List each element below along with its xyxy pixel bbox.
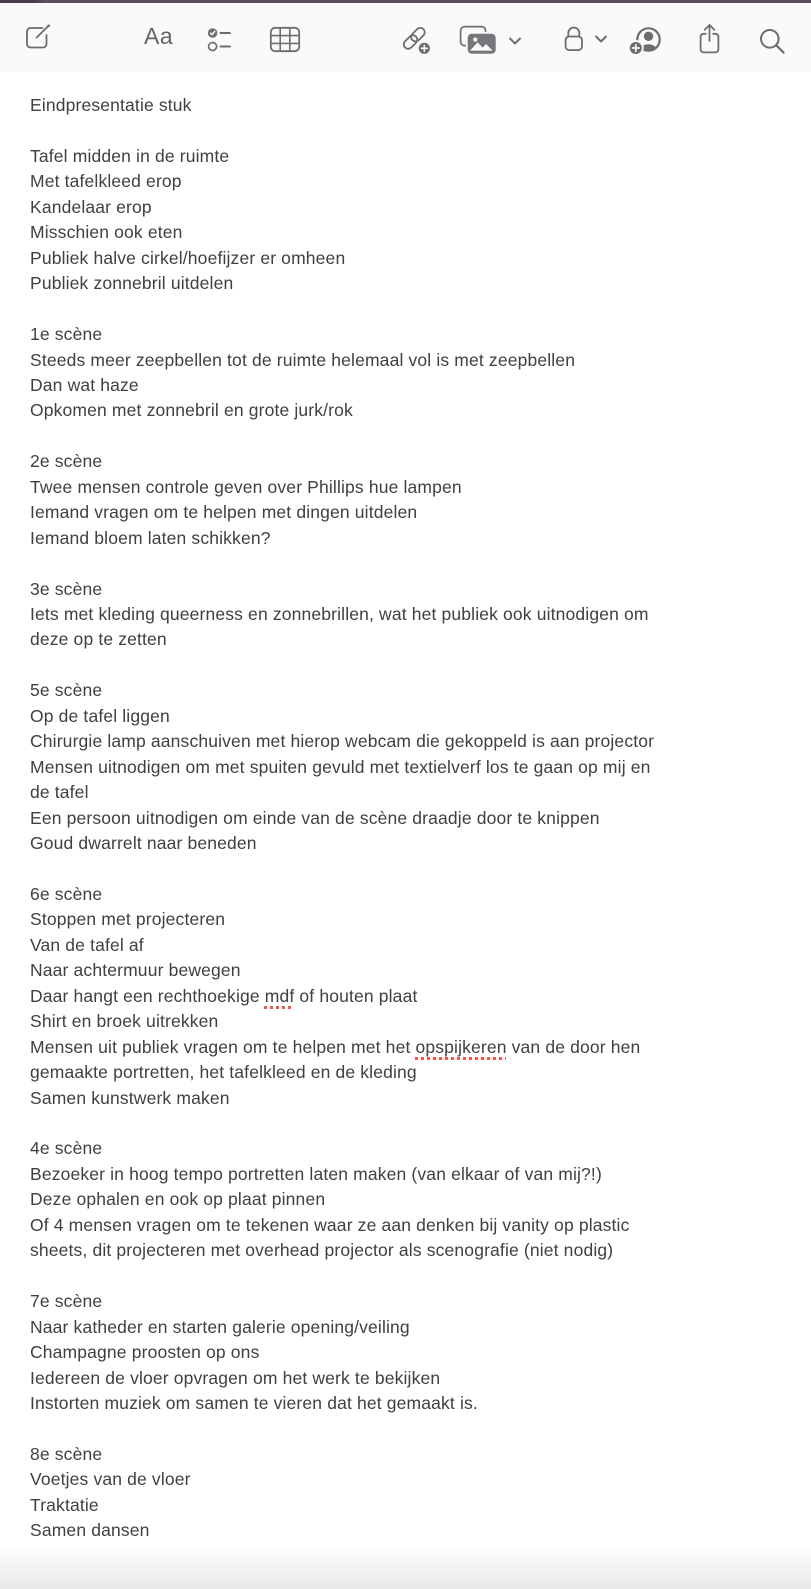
add-link-button[interactable]: [398, 24, 433, 56]
text-line: Van de tafel af: [30, 934, 144, 955]
text-line: Instorten muziek om samen te vieren dat het gemaakt is.: [30, 1392, 478, 1413]
text-line: 4e scène: [30, 1138, 103, 1159]
text-line: Eindpresentatie stuk: [30, 95, 192, 115]
text-line: Naar katheder en starten galerie opening/veiling: [30, 1316, 410, 1337]
text-line: 6e scène: [30, 883, 103, 904]
compose-icon: [22, 22, 53, 53]
text-line: gemaakte portretten, het tafelkleed en de kleding: [30, 1062, 417, 1083]
misspelled-word: mdf: [264, 985, 295, 1006]
text-line: Shirt en broek uitrekken: [30, 1011, 219, 1032]
paragraph: [30, 1289, 781, 1416]
photos-icon: [459, 25, 499, 56]
note-body[interactable]: [0, 72, 811, 1589]
text-line: Mensen uit publiek vragen om te helpen met het opspijkeren van de door hen: [30, 1036, 641, 1057]
text-line: Samen kunstwerk maken: [30, 1087, 230, 1108]
text-line: 1e scène: [30, 324, 103, 345]
text-line: 5e scène: [30, 680, 103, 701]
text-line: Iedereen de vloer opvragen om het werk te bekijken: [30, 1367, 441, 1388]
text-line: de tafel: [30, 782, 89, 803]
paragraph: [30, 882, 781, 1111]
paragraph: [30, 449, 781, 551]
paragraph: [30, 93, 781, 118]
text-line: Goud dwarrelt naar beneden: [30, 833, 257, 854]
text-line: Twee mensen controle geven over Phillips hue lampen: [30, 476, 462, 497]
compose-note-button[interactable]: [22, 22, 53, 53]
text-line: Met tafelkleed erop: [30, 171, 182, 192]
search-button[interactable]: [758, 27, 786, 55]
text-line: Naar achtermuur bewegen: [30, 960, 241, 981]
text-line: Publiek zonnebril uitdelen: [30, 273, 234, 294]
text-line: Bezoeker in hoog tempo portretten laten maken (van elkaar of van mij?!): [30, 1163, 602, 1184]
misspelled-word: opspijkeren: [415, 1036, 507, 1057]
paragraph: [30, 577, 781, 653]
paragraph: [30, 1442, 781, 1544]
lock-icon: [562, 23, 585, 54]
collaborate-button[interactable]: [624, 24, 665, 58]
text-line: Een persoon uitnodigen om einde van de scène draadje door te knippen: [30, 807, 600, 828]
share-button[interactable]: [696, 22, 723, 56]
text-line: sheets, dit projecteren met overhead projector als scenografie (niet nodig): [30, 1240, 614, 1261]
text-line: Of 4 mensen vragen om te tekenen waar ze aan denken bij vanity op plastic: [30, 1214, 630, 1235]
text-line: Dan wat haze: [30, 374, 139, 395]
text-line: Iemand vragen om te helpen met dingen uitdelen: [30, 502, 418, 523]
text-line: Champagne proosten op ons: [30, 1342, 260, 1363]
text-line: Traktatie: [30, 1494, 99, 1515]
notes-toolbar: [0, 3, 811, 72]
text-line: Opkomen met zonnebril en grote jurk/rok: [30, 400, 353, 421]
media-button[interactable]: [459, 25, 522, 56]
text-line: 3e scène: [30, 578, 103, 599]
text-line: Misschien ook eten: [30, 222, 183, 243]
add-link-icon: [398, 24, 433, 56]
text-line: 7e scène: [30, 1291, 103, 1312]
text-line: Kandelaar erop: [30, 196, 152, 217]
text-line: Samen dansen: [30, 1520, 150, 1541]
text-line: Publiek halve cirkel/hoefijzer er omheen: [30, 247, 346, 268]
checklist-button[interactable]: [207, 26, 236, 53]
table-icon: [269, 26, 301, 53]
table-button[interactable]: [269, 26, 301, 53]
text-line: Iemand bloem laten schikken?: [30, 527, 271, 548]
chevron-down-icon: [594, 34, 608, 44]
format-text-icon: Aa: [144, 23, 174, 49]
share-icon: [696, 22, 723, 56]
paragraph: [30, 322, 781, 424]
lock-button[interactable]: [562, 23, 608, 54]
text-line: Daar hangt een rechthoekige mdf of houten plaat: [30, 985, 418, 1006]
text-line: Steeds meer zeepbellen tot de ruimte helemaal vol is met zeepbellen: [30, 349, 576, 370]
text-line: Iets met kleding queerness en zonnebrillen, wat het publiek ook uitnodigen om: [30, 604, 649, 624]
text-line: 2e scène: [30, 451, 103, 472]
text-line: Deze ophalen en ook op plaat pinnen: [30, 1189, 326, 1210]
paragraph: [30, 144, 781, 297]
text-line: Chirurgie lamp aanschuiven met hierop webcam die gekoppeld is aan projector: [30, 731, 655, 752]
text-line: Voetjes van de vloer: [30, 1469, 191, 1490]
text-line: 8e scène: [30, 1443, 103, 1464]
search-icon: [758, 27, 786, 55]
chevron-down-icon: [508, 36, 522, 46]
text-line: Op de tafel liggen: [30, 705, 170, 726]
paragraph: [30, 1136, 781, 1263]
checklist-icon: [207, 26, 236, 53]
text-line: deze op te zetten: [30, 629, 167, 650]
format-text-button[interactable]: [144, 25, 173, 48]
paragraph: [30, 678, 781, 856]
add-person-icon: [624, 24, 665, 58]
text-line: Stoppen met projecteren: [30, 909, 226, 930]
text-line: Tafel midden in de ruimte: [30, 145, 230, 166]
text-line: Mensen uitnodigen om met spuiten gevuld met textielverf los te gaan op mij en: [30, 756, 651, 777]
